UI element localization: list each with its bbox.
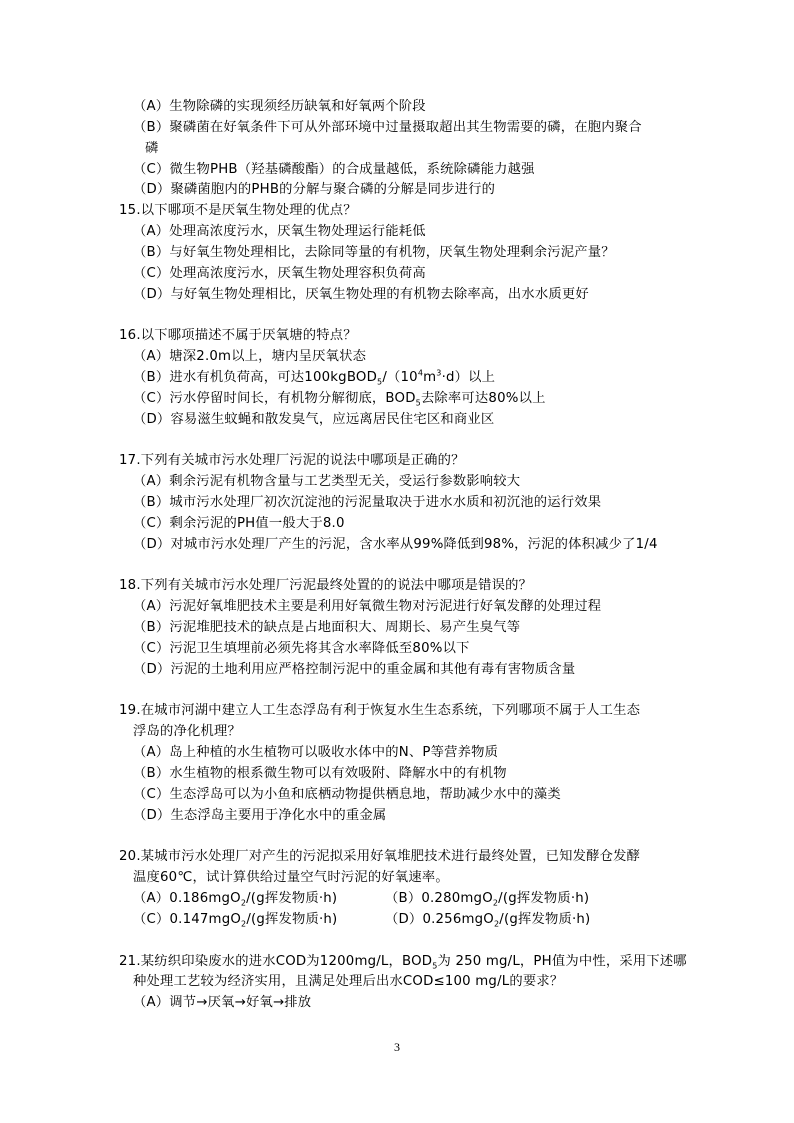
q15-option-c (119, 264, 679, 285)
spacer (119, 556, 679, 577)
option-label: （D） (133, 661, 171, 677)
q20-option-c (133, 910, 385, 931)
q14-option-b-wrap (119, 139, 679, 160)
option-text: /(g挥发物质·h) (246, 891, 338, 907)
option-label: （A） (133, 224, 170, 240)
option-text: 城市污水处理厂初次沉淀池的污泥量取决于进水水质和初沉池的运行效果 (169, 495, 602, 511)
option-label: （C） (133, 911, 170, 927)
option-label: （B） (133, 119, 170, 135)
option-label: （A） (133, 474, 170, 490)
question-stem-cont: 温度60℃，试计算供给过量空气时污泥的好氧速率。 (133, 870, 449, 886)
option-label: （A） (133, 349, 170, 365)
q16-option-b (119, 368, 679, 389)
question-stem: 为 250 mg/L，PH值为中性，采用下述哪 (437, 953, 687, 969)
q16-option-d (119, 410, 679, 431)
q18-option-d (119, 660, 679, 681)
option-text: /(g挥发物质·h) (498, 891, 590, 907)
q18-option-b (119, 618, 679, 639)
option-text: 污泥好氧堆肥技术主要是利用好氧微生物对污泥进行好氧发酵的处理过程 (169, 599, 602, 615)
option-text: 聚磷菌胞内的PHB的分解与聚合磷的分解是同步进行的 (170, 182, 496, 198)
option-text: m (423, 369, 437, 385)
spacer (119, 305, 679, 326)
question-stem: 某纺织印染废水的进水COD为1200mg/L，BOD (140, 953, 433, 969)
option-label: （D） (385, 911, 423, 927)
question-19-cont (119, 722, 679, 743)
option-label: （A） (133, 99, 170, 114)
option-text: 0.147mgO (169, 911, 242, 927)
superscript: 4 (417, 368, 424, 378)
option-text: 与好氧生物处理相比，厌氧生物处理的有机物去除率高，出水水质更好 (170, 286, 589, 302)
question-stem: 下列有关城市污水处理厂污泥的说法中哪项是正确的？ (140, 453, 465, 469)
option-text: 0.280mgO (421, 891, 493, 907)
option-label: （A） (133, 599, 170, 615)
option-text: 0.256mgO (422, 911, 494, 927)
q20-option-d (385, 910, 637, 931)
q19-option-d (119, 806, 679, 827)
option-text: 污泥的土地利用应严格控制污泥中的重金属和其他有毒有害物质含量 (170, 661, 576, 677)
option-text: 剩余污泥有机物含量与工艺类型无关，受运行参数影响较大 (169, 474, 521, 490)
option-text: /（10 (382, 369, 418, 385)
q18-option-c (119, 639, 679, 660)
q20-option-b (385, 889, 637, 910)
q20-options-row-1 (119, 889, 679, 910)
option-text: 微生物PHB（羟基磷酸酯）的合成量越低，系统除磷能力越强 (169, 161, 535, 177)
question-number: 16. (119, 328, 141, 344)
option-text: /(g挥发物质·h) (499, 911, 591, 927)
q18-option-a (119, 597, 679, 618)
option-text: 塘深2.0m以上，塘内呈厌氧状态 (169, 349, 367, 365)
option-label: （B） (385, 891, 422, 907)
option-label: （C） (133, 640, 170, 656)
subscript: 5 (377, 377, 383, 387)
subscript: 5 (415, 398, 421, 408)
question-18 (119, 576, 679, 597)
question-21-cont (119, 972, 679, 993)
option-label: （A） (133, 995, 170, 1011)
q17-option-d (119, 535, 679, 556)
question-20-cont (119, 868, 679, 889)
option-label: （B） (133, 369, 170, 385)
question-stem: 以下哪项不是厌氧生物处理的优点？ (140, 203, 357, 219)
option-label: （B） (133, 766, 170, 781)
option-label: （D） (133, 536, 171, 552)
question-stem-cont: 种处理工艺较为经济实用，且满足处理后出水COD≤100 mg/L的要求？ (133, 974, 564, 990)
question-number: 19. (119, 703, 141, 719)
q20-option-a (133, 889, 385, 910)
option-text: 处理高浓度污水，厌氧生物处理容积负荷高 (169, 265, 426, 281)
spacer (119, 827, 679, 848)
option-label: （B） (133, 620, 170, 636)
q15-option-a (119, 222, 679, 243)
q14-option-b (119, 118, 679, 139)
option-label: （D） (133, 182, 171, 198)
question-stem: 以下哪项描述不属于厌氧塘的特点？ (140, 328, 357, 344)
spacer (119, 931, 679, 952)
option-text: 与好氧生物处理相比，去除同等量的有机物，厌氧生物处理剩余污泥产量？ (169, 244, 615, 260)
option-label: （C） (133, 265, 170, 281)
option-text: 去除率可达80%以上 (420, 390, 546, 406)
page-content (119, 97, 687, 1014)
q17-option-b (119, 493, 679, 514)
q15-option-b (119, 243, 679, 264)
question-stem-cont: 浮岛的净化机理？ (133, 724, 241, 740)
question-number: 18. (119, 578, 141, 594)
q21-option-a (119, 993, 679, 1014)
q14-option-a (119, 97, 679, 118)
subscript: 2 (241, 919, 247, 929)
q19-option-c (119, 785, 679, 806)
question-number: 15. (119, 203, 141, 219)
option-text: 污泥堆肥技术的缺点是占地面积大、周期长、易产生臭气等 (169, 620, 521, 636)
option-text: 对城市污水处理厂产生的污泥，含水率从99%降低到98%，污泥的体积减少了1/4 (170, 536, 658, 552)
option-label: （D） (133, 286, 171, 302)
superscript: 3 (436, 368, 442, 378)
question-21 (119, 952, 687, 973)
question-16 (119, 326, 679, 347)
option-label: （A） (133, 745, 170, 761)
option-text: 调节→厌氧→好氧→排放 (169, 995, 312, 1011)
question-19 (119, 701, 679, 722)
q14-option-c (119, 160, 679, 181)
option-label: （B） (133, 495, 170, 511)
q17-option-a (119, 472, 679, 493)
option-label: （C） (133, 786, 170, 802)
q19-option-a (119, 743, 679, 764)
question-15 (119, 201, 679, 222)
option-text: 容易滋生蚊蝇和散发臭气，应远离居民住宅区和商业区 (170, 411, 495, 427)
option-label: （C） (133, 161, 170, 177)
subscript: 2 (240, 898, 247, 908)
q17-option-c (119, 514, 679, 535)
option-text: ·d）以上 (441, 369, 496, 385)
question-17 (119, 451, 679, 472)
q14-option-d (119, 180, 679, 201)
option-text: 生物除磷的实现须经历缺氧和好氧两个阶段 (169, 99, 426, 114)
q20-options-row-2 (119, 910, 679, 931)
option-text: 聚磷菌在好氧条件下可从外部环境中过量摄取超出其生物需要的磷，在胞内聚合 (169, 119, 642, 135)
option-text: 剩余污泥的PH值一般大于8.0 (169, 515, 345, 531)
q16-option-c (119, 389, 679, 410)
option-label: （D） (133, 807, 171, 823)
subscript: 2 (493, 919, 500, 929)
option-text: 进水有机负荷高，可达100kgBOD (169, 369, 378, 385)
q19-option-b (119, 764, 679, 785)
question-number: 21. (119, 953, 141, 969)
question-stem: 在城市河湖中建立人工生态浮岛有利于恢复水生生态系统，下列哪项不属于人工生态 (140, 703, 641, 719)
option-text: 生态浮岛可以为小鱼和底栖动物提供栖息地，帮助减少水中的藻类 (169, 786, 561, 802)
question-stem: 下列有关城市污水处理厂污泥最终处置的的说法中哪项是错误的？ (140, 578, 533, 594)
question-stem: 某城市污水处理厂对产生的污泥拟采用好氧堆肥技术进行最终处置，已知发酵仓发酵 (140, 849, 641, 865)
option-text: 处理高浓度污水，厌氧生物处理运行能耗低 (169, 224, 426, 240)
q16-option-a (119, 347, 679, 368)
q15-option-d (119, 285, 679, 306)
question-number: 17. (119, 453, 141, 469)
question-20 (119, 847, 679, 868)
option-text: 污泥卫生填埋前必须先将其含水率降低至80%以下 (169, 640, 470, 656)
subscript: 2 (492, 898, 499, 908)
option-text: 0.186mgO (169, 891, 241, 907)
option-label: （A） (133, 891, 170, 907)
option-label: （D） (133, 411, 171, 427)
option-text: /(g挥发物质·h) (246, 911, 338, 927)
page-number: 3 (394, 1040, 400, 1054)
spacer (119, 681, 679, 702)
option-text: 生态浮岛主要用于净化水中的重金属 (170, 807, 387, 823)
question-number: 20. (119, 849, 141, 865)
option-label: （C） (133, 515, 170, 531)
option-label: （C） (133, 390, 170, 406)
option-label: （B） (133, 244, 170, 260)
spacer (119, 431, 679, 452)
option-text: 污水停留时间长，有机物分解彻底，BOD (169, 390, 416, 406)
option-text: 水生植物的根系微生物可以有效吸附、降解水中的有机物 (169, 766, 507, 781)
subscript: 5 (432, 961, 438, 971)
option-text-wrap: 磷 (145, 140, 159, 156)
option-text: 岛上种植的水生植物可以吸收水体中的N、P等营养物质 (169, 745, 499, 761)
